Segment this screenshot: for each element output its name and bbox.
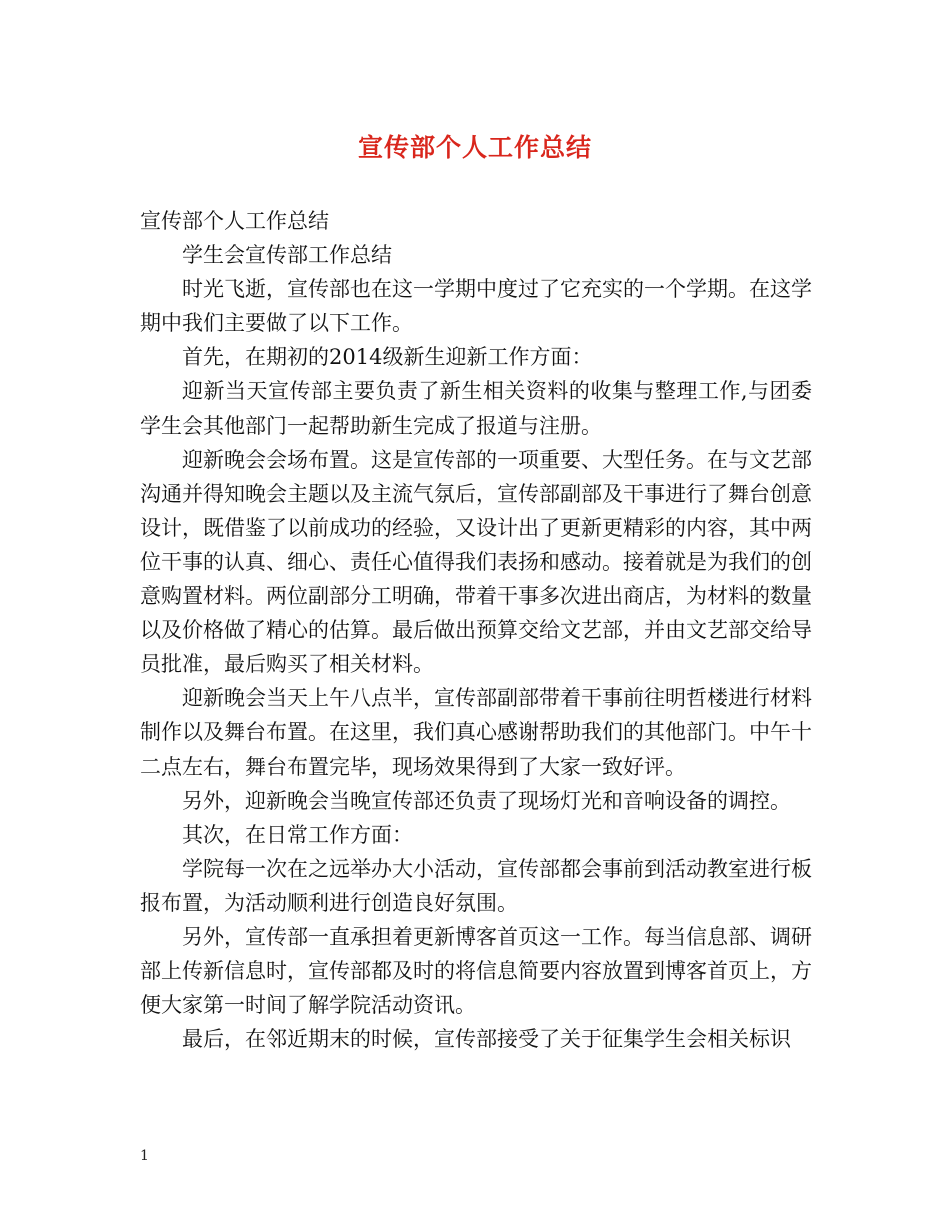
paragraph: 迎新晚会当天上午八点半，宣传部副部带着干事前往明哲楼进行材料制作以及舞台布置。在这里，我们真心感谢帮助我们的其他部门。中午十二点左右，舞台布置完毕，现场效果得到了大家一致好评。 xyxy=(140,686,812,779)
paragraph: 其次，在日常工作方面： xyxy=(182,822,413,847)
paragraph: 迎新当天宣传部主要负责了新生相关资料的收集与整理工作,与团委学生会其他部门一起帮助新生完成了报道与注册。 xyxy=(140,379,812,438)
paragraph: 学院每一次在之远举办大小活动，宣传部都会事前到活动教室进行板报布置，为活动顺利进行创造良好氛围。 xyxy=(140,856,812,915)
paragraph: 另外，宣传部一直承担着更新博客首页这一工作。每当信息部、调研部上传新信息时，宣传部都及时的将信息简要内容放置到博客首页上，方便大家第一时间了解学院活动资讯。 xyxy=(140,924,812,1018)
document-title: 宣传部个人工作总结 xyxy=(357,133,592,162)
paragraph: 学生会宣传部工作总结 xyxy=(182,243,392,268)
paragraph: 迎新晚会会场布置。这是宣传部的一项重要、大型任务。在与文艺部沟通并得知晚会主题以及主流气氛后，宣传部副部及干事进行了舞台创意设计，既借鉴了以前成功的经验，又设计出了更新更精彩的内容，其中两位干事的认真、细心、责任心值得我们表扬和感动。接着就是为我们的创意购置材料。两位副部分工明确，带着干事多次进出商店，为材料的数量以及价格做了精心的估算。最后做出预算交给文艺部，并由文艺部交给导员批准，最后购买了相关材料。 xyxy=(140,447,812,677)
paragraph: 时光飞逝，宣传部也在这一学期中度过了它充实的一个学期。在这学期中我们主要做了以下工作。 xyxy=(140,277,812,336)
document-body xyxy=(140,204,812,1056)
paragraph: 首先，在期初的2014级新生迎新工作方面： xyxy=(182,345,593,370)
page-number: 1 xyxy=(140,1148,149,1164)
paragraph: 另外，迎新晚会当晚宣传部还负责了现场灯光和音响设备的调控。 xyxy=(182,788,791,813)
paragraph: 宣传部个人工作总结 xyxy=(140,209,329,233)
paragraph: 最后，在邻近期末的时候，宣传部接受了关于征集学生会相关标识 xyxy=(182,1027,791,1052)
